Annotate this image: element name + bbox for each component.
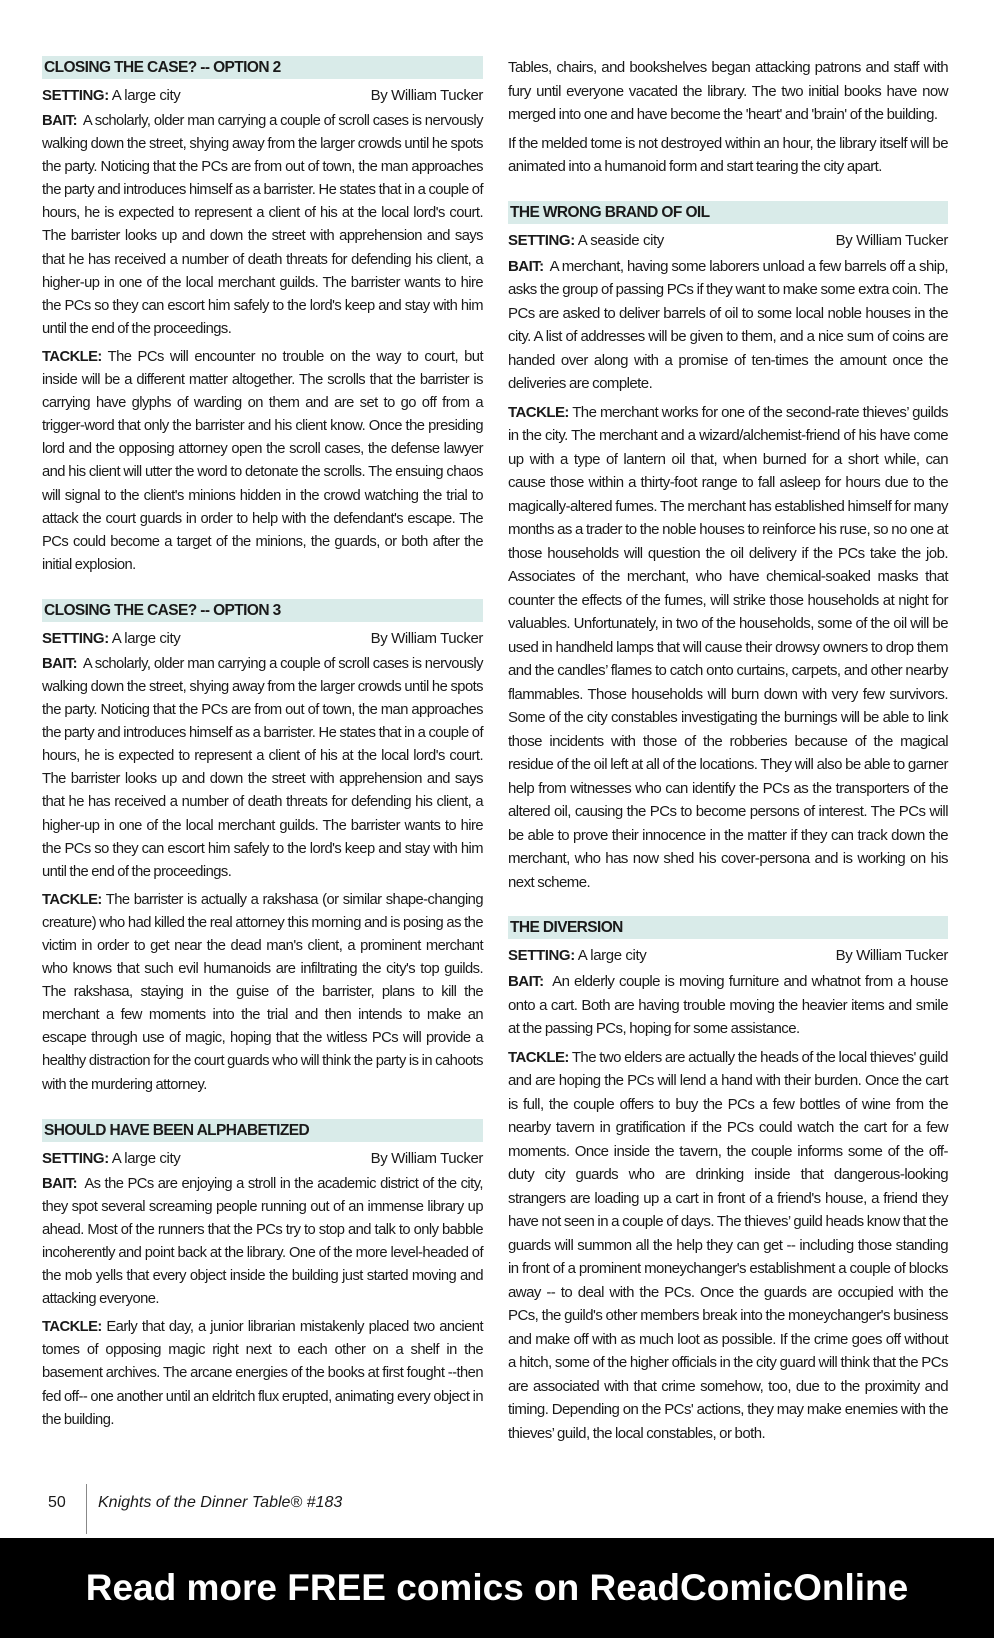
page-number: 50 <box>48 1494 66 1511</box>
author: By William Tucker <box>835 947 948 964</box>
continued-paragraph: If the melded tome is not destroyed within an hour, the library itself will be animated into a humanoid form and start tearing the city apart. <box>508 134 948 175</box>
bait-paragraph <box>508 970 948 1041</box>
setting-label: SETTING: <box>42 1149 109 1167</box>
bait-text: A merchant, having some laborers unload a few barrels off a ship, asks the group of passing PCs if they want to make some extra coin. The PCs are asked to deliver barrels of oil to some local noble houses in the city. A list of addresses will be given to them, and a nice sum of coins are handed over along with a promise of ten-times the amount once the deliveries are complete. <box>508 257 948 392</box>
bait-label: BAIT: <box>42 113 77 129</box>
tackle-paragraph <box>508 1046 948 1446</box>
setting-label: SETTING: <box>508 947 575 964</box>
setting-value: A large city <box>111 87 181 104</box>
author: By William Tucker <box>370 1149 483 1167</box>
tackle-label: TACKLE: <box>42 348 102 365</box>
author: By William Tucker <box>370 629 483 647</box>
bait-text: A scholarly, older man carrying a couple of scroll cases is nervously walking down the street, shying away from the larger crowds until he spots the party. Noticing that the PCs are from out of town, the man approaches the party and introduces himself as a barrister. He states that in a couple of hours, he is expected to represent a client of his at the local lord's court. The barrister looks up and down the street with apprehension and says that he has received a number of death threats for defending his client, a higher-up in one of the local merchant guilds. The barrister wants to hire the PCs so they can escort him safely to the lord's keep and stay with him until the end of the proceedings. <box>42 113 483 337</box>
tackle-label: TACKLE: <box>508 1048 569 1066</box>
tackle-text: The PCs will encounter no trouble on the way to court, but inside will be a different matter altogether. The scrolls that the barrister is carrying have glyphs of warding on them and are set to go off from a trigger-word that only the barrister and his client know. Once the presiding lord and the opposing attorney open the scroll cases, the defense lawyer and his client will utter the word to detonate the scrolls. The ensuing chaos will signal to the client's minions hidden in the crowd watching the trial to attack the court guards in order to help with the defendant's escape. The PCs could become a target of the minions, the guards, or both after the initial explosion. <box>42 348 483 573</box>
tackle-text: Early that day, a junior librarian mistakenly placed two ancient tomes of opposing magic right next to each other on a shelf in the basement archives. The arcane energies of the books at first fought --then fed off-- one another until an eldritch flux erupted, animating every object in the building. <box>42 1319 483 1428</box>
tackle-paragraph <box>42 889 483 1097</box>
section-title: THE DIVERSION <box>508 916 948 939</box>
setting-value: A large city <box>111 1149 181 1167</box>
bait-text: A scholarly, older man carrying a couple of scroll cases is nervously walking down the street, shying away from the larger crowds until he spots the party. Noticing that the PCs are from out of town, the man approaches the party and introduces himself as a barrister. He states that in a couple of hours, he is expected to represent a client of his at the local lord's court. The barrister looks up and down the street with apprehension and says that he has received a number of death threats for defending his client, a higher-up in one of the local merchant guilds. The barrister wants to hire the PCs so they can escort him safely to the lord's keep and stay with him until the end of the proceedings. <box>42 655 483 880</box>
tackle-text: The merchant works for one of the second-rate thieves’ guilds in the city. The merchant and a wizard/alchemist-friend of his have come up with a type of lantern oil that, when burned for a short while, can cause those within a thirty-foot range to fall asleep for hours due to the magically-altered fumes. The merchant has established himself for many months as a trader to the noble houses to reinforce his ruse, so no one at those households will question the oil delivery if the PCs take the job. Associates of the merchant, who have chemical-soaked masks that counter the effects of the fumes, will strike those households at night for valuables. Unfortunately, in two of the households, some of the oil will be used in handheld lamps that will cause their drowsy owners to drop them and the candles’ flames to catch onto curtains, carpets, and other nearby flammables. Those households will burn down with very few survivors. Some of the city constables investigating the burnings will be able to link those incidents with those of the robberies because of the magical residue of the oil left at all of the locations. They will also be able to garner help from witnesses who can identify the PCs as the transporters of the altered oil, causing the PCs to become persons of interest. The PCs will be able to prove their innocence in the matter if they can track down the merchant, who has now shed his cover-persona and is working on his next scheme. <box>508 403 948 891</box>
tackle-paragraph <box>42 1316 483 1431</box>
setting-line <box>42 87 483 104</box>
setting-label: SETTING: <box>42 629 109 647</box>
promo-banner[interactable]: Read more FREE comics on ReadComicOnline <box>0 1538 994 1638</box>
bait-text: As the PCs are enjoying a stroll in the academic district of the city, they spot several screaming people running out of an immense library up ahead. Most of the runners that the PCs try to stop and talk to only babble incoherently and point back at the library. One of the more level-headed of the mob yells that every object inside the building just started moving and attacking everyone. <box>42 1175 483 1308</box>
section-alphabetized <box>42 1119 483 1432</box>
bait-label: BAIT: <box>42 1175 77 1192</box>
section-title: THE WRONG BRAND OF OIL <box>508 201 948 224</box>
section-option-3 <box>42 599 483 1097</box>
bait-label: BAIT: <box>508 973 544 990</box>
tackle-paragraph <box>42 346 483 577</box>
continued-paragraph: Tables, chairs, and bookshelves began attacking patrons and staff with fury until everyone vacated the library. The two initial books have now merged into one and have become the 'heart' and 'brain' of the building. <box>508 59 948 123</box>
setting-label: SETTING: <box>508 231 575 249</box>
footer-divider <box>86 1484 87 1534</box>
setting-line <box>508 232 948 249</box>
tackle-text: The two elders are actually the heads of the local thieves' guild and are hoping the PCs will lend a hand with their burden. Once the cart is full, the couple offers to buy the PCs a few bottles of wine from the nearby tavern in gratification if the PCs could watch the cart for a few moments. Once inside the tavern, the couple informs some of the off-duty city guards who are drinking inside that dangerous-looking strangers are loading up a cart in front of a friend's house, a friend they have not seen in a couple of days. The thieves’ guild heads know that the guards will summon all the help they can get -- including those standing in front of a prominent moneychanger's establishment a couple of blocks away -- to deal with the PCs. Once the guards are occupied with the PCs, the guild's other members break into the moneychanger's business and make off with as much loot as possible. If the crime goes off without a hitch, some of the higher officials in the city guard will think that the PCs are associated with that crime somehow, too, due to the proximity and timing. Depending on the PCs' actions, they may make enemies with the thieves’ guild, the local constables, or both. <box>508 1048 948 1442</box>
right-column <box>508 56 948 1467</box>
section-title: SHOULD HAVE BEEN ALPHABETIZED <box>42 1119 483 1142</box>
setting-value: A seaside city <box>577 231 664 249</box>
bait-paragraph <box>42 110 483 341</box>
section-alphabetized-continued <box>508 56 948 179</box>
section-wrong-brand-of-oil <box>508 201 948 895</box>
bait-paragraph <box>42 1173 483 1312</box>
bait-text: An elderly couple is moving furniture and whatnot from a house onto a cart. Both are having trouble moving the heavier items and smile at the passing PCs, hoping for some assistance. <box>508 973 948 1037</box>
section-title: CLOSING THE CASE? -- OPTION 3 <box>42 599 483 622</box>
section-option-2 <box>42 56 483 577</box>
section-title: CLOSING THE CASE? -- OPTION 2 <box>42 56 483 79</box>
setting-line <box>42 1150 483 1167</box>
setting-value: A large city <box>577 947 647 964</box>
page-footer <box>0 1484 994 1534</box>
publication-title: Knights of the Dinner Table® #183 <box>98 1494 343 1511</box>
setting-value: A large city <box>111 629 181 647</box>
bait-label: BAIT: <box>42 655 77 672</box>
bait-label: BAIT: <box>508 257 544 275</box>
setting-line <box>42 630 483 647</box>
bait-paragraph <box>42 653 483 884</box>
section-diversion <box>508 916 948 1445</box>
tackle-text: The barrister is actually a rakshasa (or similar shape-changing creature) who had killed the real attorney this morning and is posing as the victim in order to get near the dead man's client, a prominent merchant who knows that such evil humanoids are infiltrating the city's top guilds. The rakshasa, staying in the guise of the barrister, plans to kill the merchant a few moments into the trial and then intends to make an escape through use of magic, hoping that the witless PCs will provide a healthy distraction for the court guards who will think the party is in cahoots with the murdering attorney. <box>42 891 483 1093</box>
tackle-label: TACKLE: <box>42 891 102 908</box>
tackle-paragraph <box>508 401 948 895</box>
setting-label: SETTING: <box>42 87 109 104</box>
tackle-label: TACKLE: <box>508 403 569 421</box>
setting-line <box>508 947 948 964</box>
author: By William Tucker <box>370 87 483 104</box>
left-column <box>42 56 483 1454</box>
author: By William Tucker <box>835 231 948 249</box>
bait-paragraph <box>508 255 948 396</box>
tackle-label: TACKLE: <box>42 1319 102 1336</box>
